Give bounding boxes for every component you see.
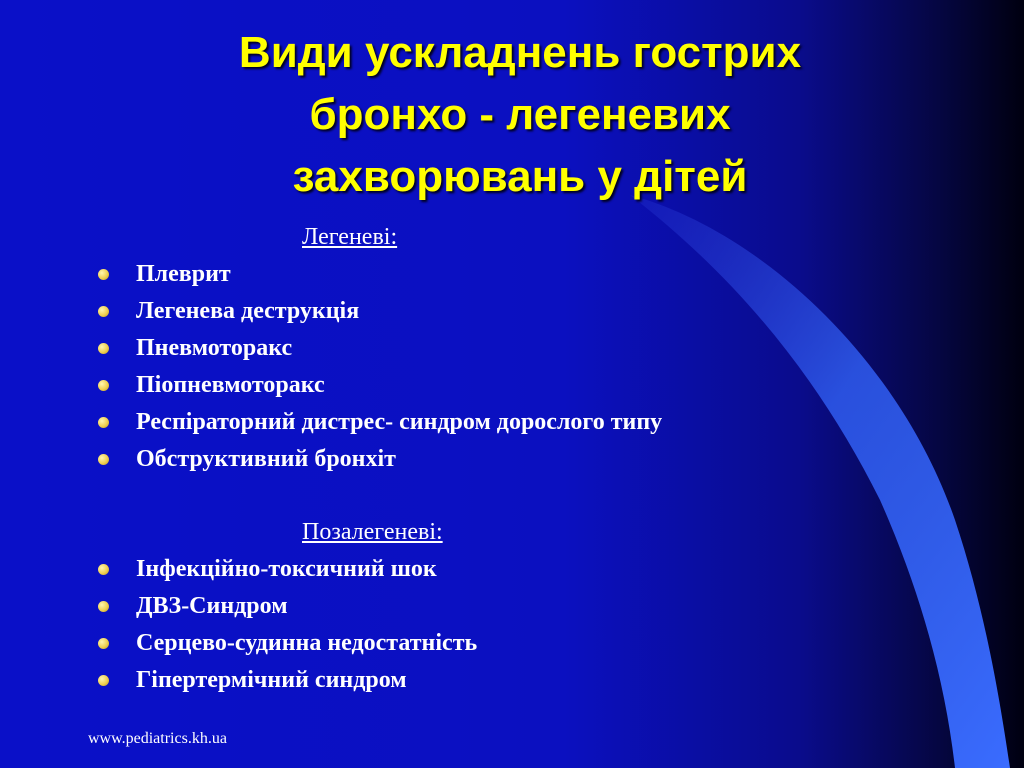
- list-item: Плеврит: [98, 256, 662, 293]
- section-heading-pulmonary: Легеневі:: [302, 224, 398, 250]
- list-item: Гіпертермічний синдром: [98, 662, 477, 699]
- list-item: Серцево-судинна недостатність: [98, 625, 477, 662]
- title-line-1: Види ускладнень гострих: [238, 28, 802, 77]
- bullet-icon: [98, 306, 109, 317]
- slide-title: [120, 22, 920, 208]
- list-item: Піопневмоторакс: [98, 367, 662, 404]
- list-item: Респіраторний дистрес- синдром дорослого типу: [98, 404, 662, 441]
- pulmonary-complications-list: [98, 256, 662, 478]
- footer-url: www.pediatrics.kh.ua: [88, 730, 227, 747]
- list-item: Інфекційно-токсичний шок: [98, 551, 477, 588]
- bullet-icon: [98, 269, 109, 280]
- bullet-icon: [98, 638, 109, 649]
- bullet-icon: [98, 380, 109, 391]
- section-heading-extrapulmonary: Позалегеневі:: [302, 519, 443, 545]
- list-item: ДВЗ-Синдром: [98, 588, 477, 625]
- bullet-icon: [98, 454, 109, 465]
- bullet-icon: [98, 343, 109, 354]
- list-item: Легенева деструкція: [98, 293, 662, 330]
- bullet-icon: [98, 564, 109, 575]
- title-line-3: захворювань у дітей: [292, 152, 748, 201]
- extrapulmonary-complications-list: [98, 551, 477, 699]
- bullet-icon: [98, 417, 109, 428]
- list-item: Обструктивний бронхіт: [98, 441, 662, 478]
- title-line-2: бронхо - легеневих: [309, 90, 731, 139]
- bullet-icon: [98, 601, 109, 612]
- bullet-icon: [98, 675, 109, 686]
- list-item: Пневмоторакс: [98, 330, 662, 367]
